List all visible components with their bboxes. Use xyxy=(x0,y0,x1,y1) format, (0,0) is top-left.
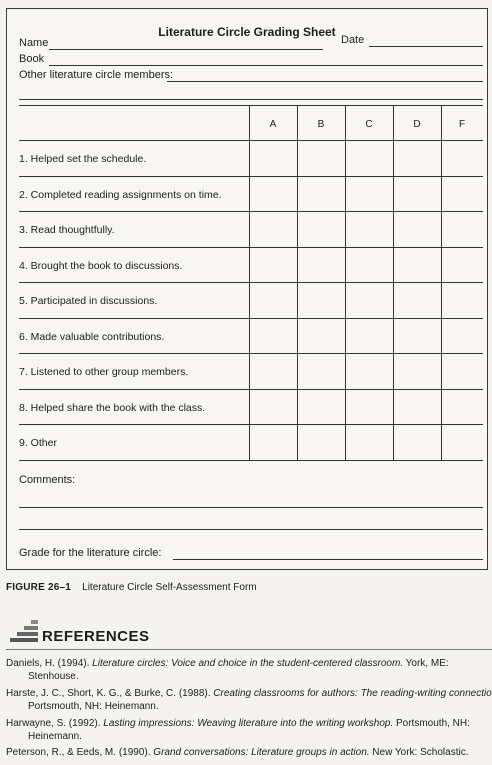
grade-column-d: D xyxy=(413,119,421,130)
reference-title: Lasting impressions: Weaving literature into the writing workshop. xyxy=(103,718,394,729)
grade-cell-9-a[interactable] xyxy=(250,425,296,459)
grade-cell-7-c[interactable] xyxy=(346,354,392,388)
grade-cell-6-c[interactable] xyxy=(346,319,392,353)
reference-publisher: York, ME: xyxy=(403,658,449,669)
criterion-5: 5. Participated in discussions. xyxy=(19,295,158,307)
grade-cell-3-f[interactable] xyxy=(442,212,482,246)
grade-cell-4-b[interactable] xyxy=(298,248,344,282)
grade-cell-7-b[interactable] xyxy=(298,354,344,388)
grade-cell-5-c[interactable] xyxy=(346,283,392,317)
grade-cell-8-b[interactable] xyxy=(298,390,344,424)
reference-authors: Daniels, H. (1994). xyxy=(6,658,93,669)
criterion-1: 1. Helped set the schedule. xyxy=(19,153,147,165)
members-label: Other literature circle members: xyxy=(19,69,174,81)
figure-number: FIGURE 26–1 xyxy=(6,582,72,593)
grade-cell-4-d[interactable] xyxy=(394,248,440,282)
grade-column-c: C xyxy=(365,119,373,130)
grade-cell-9-b[interactable] xyxy=(298,425,344,459)
reference-continuation: Stenhouse. xyxy=(28,671,79,682)
figure-caption xyxy=(6,582,257,593)
book-field[interactable] xyxy=(49,65,483,66)
reference-authors: Harwayne, S. (1992). xyxy=(6,718,104,729)
comments-line-2[interactable] xyxy=(19,529,483,530)
reference-item xyxy=(6,687,492,713)
grade-cell-9-f[interactable] xyxy=(442,425,482,459)
grade-cell-6-a[interactable] xyxy=(250,319,296,353)
comments-line-1[interactable] xyxy=(19,507,483,508)
criterion-9: 9. Other xyxy=(19,437,57,449)
grade-cell-9-c[interactable] xyxy=(346,425,392,459)
grade-column-f: F xyxy=(458,119,466,130)
grade-cell-3-c[interactable] xyxy=(346,212,392,246)
criterion-3: 3. Read thoughtfully. xyxy=(19,224,115,236)
grade-cell-5-f[interactable] xyxy=(442,283,482,317)
grade-cell-4-c[interactable] xyxy=(346,248,392,282)
grade-cell-2-a[interactable] xyxy=(250,177,296,211)
grade-field[interactable] xyxy=(173,559,483,560)
grade-column-a: A xyxy=(269,119,277,130)
date-field[interactable] xyxy=(369,46,483,47)
members-field-line-2[interactable] xyxy=(19,99,483,100)
members-field[interactable] xyxy=(167,81,483,82)
grade-cell-1-b[interactable] xyxy=(298,141,344,175)
grade-cell-9-d[interactable] xyxy=(394,425,440,459)
stairs-icon xyxy=(10,618,38,644)
criterion-4: 4. Brought the book to discussions. xyxy=(19,259,183,272)
grade-cell-3-a[interactable] xyxy=(250,212,296,246)
grade-cell-5-b[interactable] xyxy=(298,283,344,317)
date-label: Date xyxy=(341,34,365,46)
grade-cell-4-f[interactable] xyxy=(442,248,482,282)
grade-cell-2-f[interactable] xyxy=(442,177,482,211)
grade-cell-3-d[interactable] xyxy=(394,212,440,246)
grade-cell-8-a[interactable] xyxy=(250,390,296,424)
grid-row-line xyxy=(19,460,483,461)
reference-title: Grand conversations: Literature groups in action. xyxy=(153,747,370,758)
grade-cell-6-b[interactable] xyxy=(298,319,344,353)
grade-cell-1-d[interactable] xyxy=(394,141,440,175)
references-heading: REFERENCES xyxy=(42,628,150,645)
figure-caption-text: Literature Circle Self-Assessment Form xyxy=(82,582,257,593)
grade-cell-6-f[interactable] xyxy=(442,319,482,353)
grade-cell-1-c[interactable] xyxy=(346,141,392,175)
grade-cell-2-d[interactable] xyxy=(394,177,440,211)
references-divider xyxy=(6,649,492,650)
criterion-8: 8. Helped share the book with the class. xyxy=(19,401,206,414)
grid-row-line xyxy=(19,105,483,106)
reference-item xyxy=(6,657,449,683)
reference-authors: Peterson, R., & Eeds, M. (1990). xyxy=(6,747,154,758)
comments-label: Comments: xyxy=(19,474,76,486)
grade-label: Grade for the literature circle: xyxy=(19,547,162,559)
grade-cell-7-d[interactable] xyxy=(394,354,440,388)
name-field[interactable] xyxy=(49,49,323,50)
grade-cell-1-a[interactable] xyxy=(250,141,296,175)
name-label: Name xyxy=(19,37,49,49)
reference-continuation: Portsmouth, NH: Heinemann. xyxy=(28,701,159,712)
grade-cell-8-f[interactable] xyxy=(442,390,482,424)
form-title: Literature Circle Grading Sheet xyxy=(158,25,336,39)
grade-cell-5-a[interactable] xyxy=(250,283,296,317)
reference-item xyxy=(6,746,468,759)
grade-cell-2-c[interactable] xyxy=(346,177,392,211)
book-label: Book xyxy=(19,53,45,65)
reference-authors: Harste, J. C., Short, K. G., & Burke, C. (1988). xyxy=(6,688,214,699)
grade-column-b: B xyxy=(317,119,325,130)
reference-publisher: New York: Scholastic. xyxy=(369,747,469,758)
reference-title: Creating classrooms for authors: The reading-writing connectio xyxy=(213,688,492,699)
reference-publisher: Portsmouth, NH: xyxy=(393,718,470,729)
grade-cell-8-c[interactable] xyxy=(346,390,392,424)
grading-sheet-form xyxy=(6,8,488,570)
reference-title: Literature circles: Voice and choice in the student-centered classroom. xyxy=(92,658,404,669)
criterion-2: 2. Completed reading assignments on time. xyxy=(19,188,222,201)
grade-cell-1-f[interactable] xyxy=(442,141,482,175)
grade-cell-6-d[interactable] xyxy=(394,319,440,353)
grade-cell-2-b[interactable] xyxy=(298,177,344,211)
grade-cell-5-d[interactable] xyxy=(394,283,440,317)
grade-cell-8-d[interactable] xyxy=(394,390,440,424)
criterion-7: 7. Listened to other group members. xyxy=(19,366,189,378)
grade-cell-7-f[interactable] xyxy=(442,354,482,388)
reference-continuation: Heinemann. xyxy=(28,731,82,742)
reference-item xyxy=(6,717,470,743)
grade-cell-4-a[interactable] xyxy=(250,248,296,282)
grade-cell-7-a[interactable] xyxy=(250,354,296,388)
criterion-6: 6. Made valuable contributions. xyxy=(19,330,165,343)
grade-cell-3-b[interactable] xyxy=(298,212,344,246)
